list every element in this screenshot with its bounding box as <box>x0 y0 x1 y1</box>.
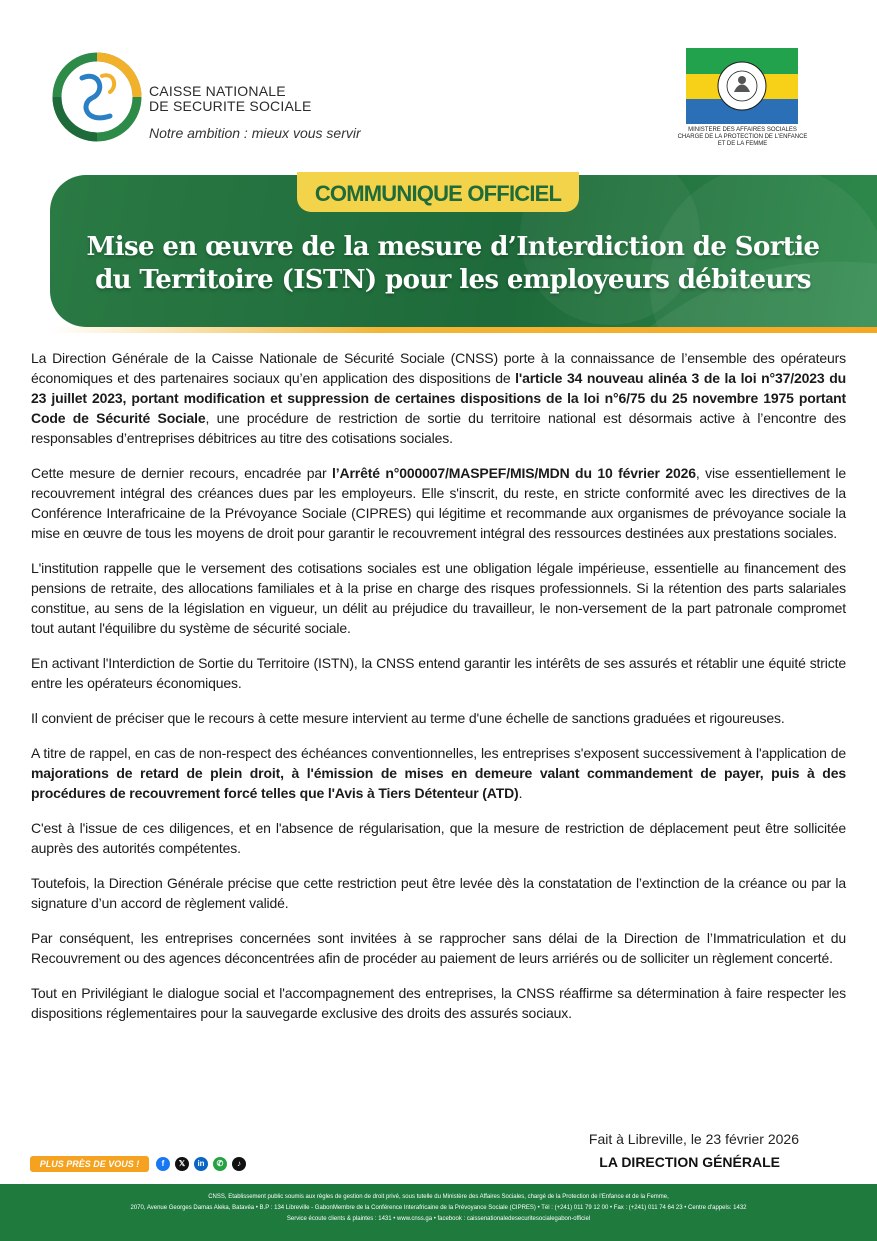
paragraph-2 <box>31 463 846 543</box>
paragraph-10: Tout en Privilégiant le dialogue social et l'accompagnement des entreprises, la CNSS réaffirme sa détermination à faire respecter les dispositions réglementaires pour la sauvegarde exclusive des droits des assurés sociaux. <box>31 985 846 1021</box>
paragraph-4: En activant l'Interdiction de Sortie du Territoire (ISTN), la CNSS entend garantir les intérêts de ses assurés et rétablir une équité stricte entre les opérateurs économiques. <box>31 655 846 691</box>
org-name-line2: DE SECURITE SOCIALE <box>149 98 312 114</box>
org-name-line1: CAISSE NATIONALE <box>149 83 286 99</box>
paragraph-3: L'institution rappelle que le versement des cotisations sociales est une obligation légale impérieuse, essentielle au financement des pensions de retraite, des allocations familiales et à la prise en charge des risques professionnels. Si la rétention des parts salariales constitue, au sens de la législation en vigueur, un délit au préjudice du travailleur, le non-versement de la part patronale compromet tout autant l'équilibre du système de sécurité sociale. <box>31 560 846 636</box>
paragraph-8: Toutefois, la Direction Générale précise que cette restriction peut être levée dès la constatation de l’extinction de la créance ou par la signature d’un accord de règlement validé. <box>31 875 846 911</box>
whatsapp-icon[interactable]: ✆ <box>213 1157 227 1171</box>
paragraph-2-bold: l’Arrêté n°000007/MASPEF/MIS/MDN du 10 février 2026 <box>332 465 696 481</box>
signature-place-date: Fait à Libreville, le 23 février 2026 <box>588 1131 799 1147</box>
headline <box>58 231 848 297</box>
x-icon[interactable]: 𝕏 <box>175 1157 189 1171</box>
footer-text <box>20 1192 857 1225</box>
footer-line1: CNSS, Etablissement public soumis aux règles de gestion de droit privé, sous tutelle du Ministère des Affaires Sociales, chargé de la Protection de l'Enfance et de la Femme, <box>208 1194 669 1200</box>
signature-author: LA DIRECTION GÉNÉRALE <box>599 1154 780 1170</box>
footer-line3: Service écoute clients & plaintes : 1431 • www.cnss.ga • facebook : caissenationaledesecuritesocialegabon-officiel <box>286 1216 591 1222</box>
tagline: Notre ambition : mieux vous servir <box>149 125 361 141</box>
paragraph-2-text: Cette mesure de dernier recours, encadrée par <box>31 465 333 481</box>
paragraph-5: Il convient de préciser que le recours à cette mesure intervient au terme d'une échelle de sanctions graduées et rigoureuses. <box>31 710 785 726</box>
paragraph-1-text-end: , une procédure de restriction de sortie du territoire national est désormais active à l’encontre des responsables d’entreprises débitrices au titre des cotisations sociales. <box>31 410 846 446</box>
ministry-line1: MINISTERE DES AFFAIRES SOCIALES <box>688 127 797 133</box>
paragraph-1-text: La Direction Générale de la Caisse Nationale de Sécurité Sociale (CNSS) porte à la connaissance de l’ensemble des opérateurs économiques et des partenaires sociaux qu’en application des dispositions de <box>31 350 846 386</box>
tiktok-icon[interactable]: ♪ <box>232 1157 246 1171</box>
ministry-name <box>660 127 825 148</box>
banner-stripe <box>50 327 877 333</box>
paragraph-6 <box>31 743 846 803</box>
social-label: PLUS PRÈS DE VOUS ! <box>30 1156 149 1172</box>
footer-line2: 2070, Avenue Georges Damas Aleka, Batavéa • B.P : 134 Libreville - GabonMembre de la Conférence Interafricaine de la Prévoyance Sociale (CIPRES) • Tél : (+241) 011 79 12 00 • Fax : (+241) 011 74 64 23 • Centre d'appels: 1432 <box>130 1205 747 1211</box>
paragraph-1 <box>31 348 846 448</box>
badge-label: COMMUNIQUE OFFICIEL <box>314 181 562 206</box>
paragraph-1-bold: l'article 34 nouveau alinéa 3 de la loi n°37/2023 du 23 juillet 2023, portant modification et suppression de certaines dispositions de la loi n°6/75 du 25 novembre 1975 portant Code de Sécurité Sociale <box>31 370 846 426</box>
communique-body <box>31 348 846 1038</box>
gabon-flag-seal-icon <box>686 48 798 124</box>
cnss-logo-icon <box>52 52 142 142</box>
headline-line2: du Territoire (ISTN) pour les employeurs débiteurs <box>95 265 811 295</box>
headline-line1: Mise en œuvre de la mesure d’Interdiction de Sortie <box>86 232 820 262</box>
paragraph-6-text: A titre de rappel, en cas de non-respect des échéances conventionnelles, les entreprises s'exposent successivement à l'application de <box>31 745 846 761</box>
ministry-line3: ET DE LA FEMME <box>717 141 768 147</box>
paragraph-6-text-end: . <box>518 785 523 801</box>
paragraph-9: Par conséquent, les entreprises concernées sont invitées à se rapprocher sans délai de la Direction de l’Immatriculation et du Recouvrement ou des agences déconcentrées afin de procéder au paiement de leurs arriérés ou de solliciter un règlement concerté. <box>31 930 846 966</box>
org-name <box>149 84 312 114</box>
ministry-line2: CHARGE DE LA PROTECTION DE L'ENFANCE <box>677 134 808 140</box>
paragraph-6-bold: majorations de retard de plein droit, à l'émission de mises en demeure valant commandement de payer, puis à des procédures de recouvrement forcé telles que l'Avis à Tiers Détenteur (ATD) <box>31 765 846 801</box>
communique-badge <box>297 172 579 212</box>
paragraph-2-text-end: , vise essentiellement le recouvrement intégral des créances dues par les employeurs. Elle s'inscrit, du reste, en stricte conformité avec les directives de la Conférence Interafricaine de la Prévoyance Sociale (CIPRES) qui légitime et recommande aux organismes de prévoyance sociale la mise en œuvre de tous les moyens de droit pour garantir le recouvrement intégral des ressources destinées aux prestations sociales. <box>31 465 846 541</box>
linkedin-icon[interactable]: in <box>194 1157 208 1171</box>
paragraph-7: C'est à l'issue de ces diligences, et en l'absence de régularisation, que la mesure de restriction de déplacement peut être sollicitée auprès des autorités compétentes. <box>31 820 846 856</box>
facebook-icon[interactable]: f <box>156 1157 170 1171</box>
